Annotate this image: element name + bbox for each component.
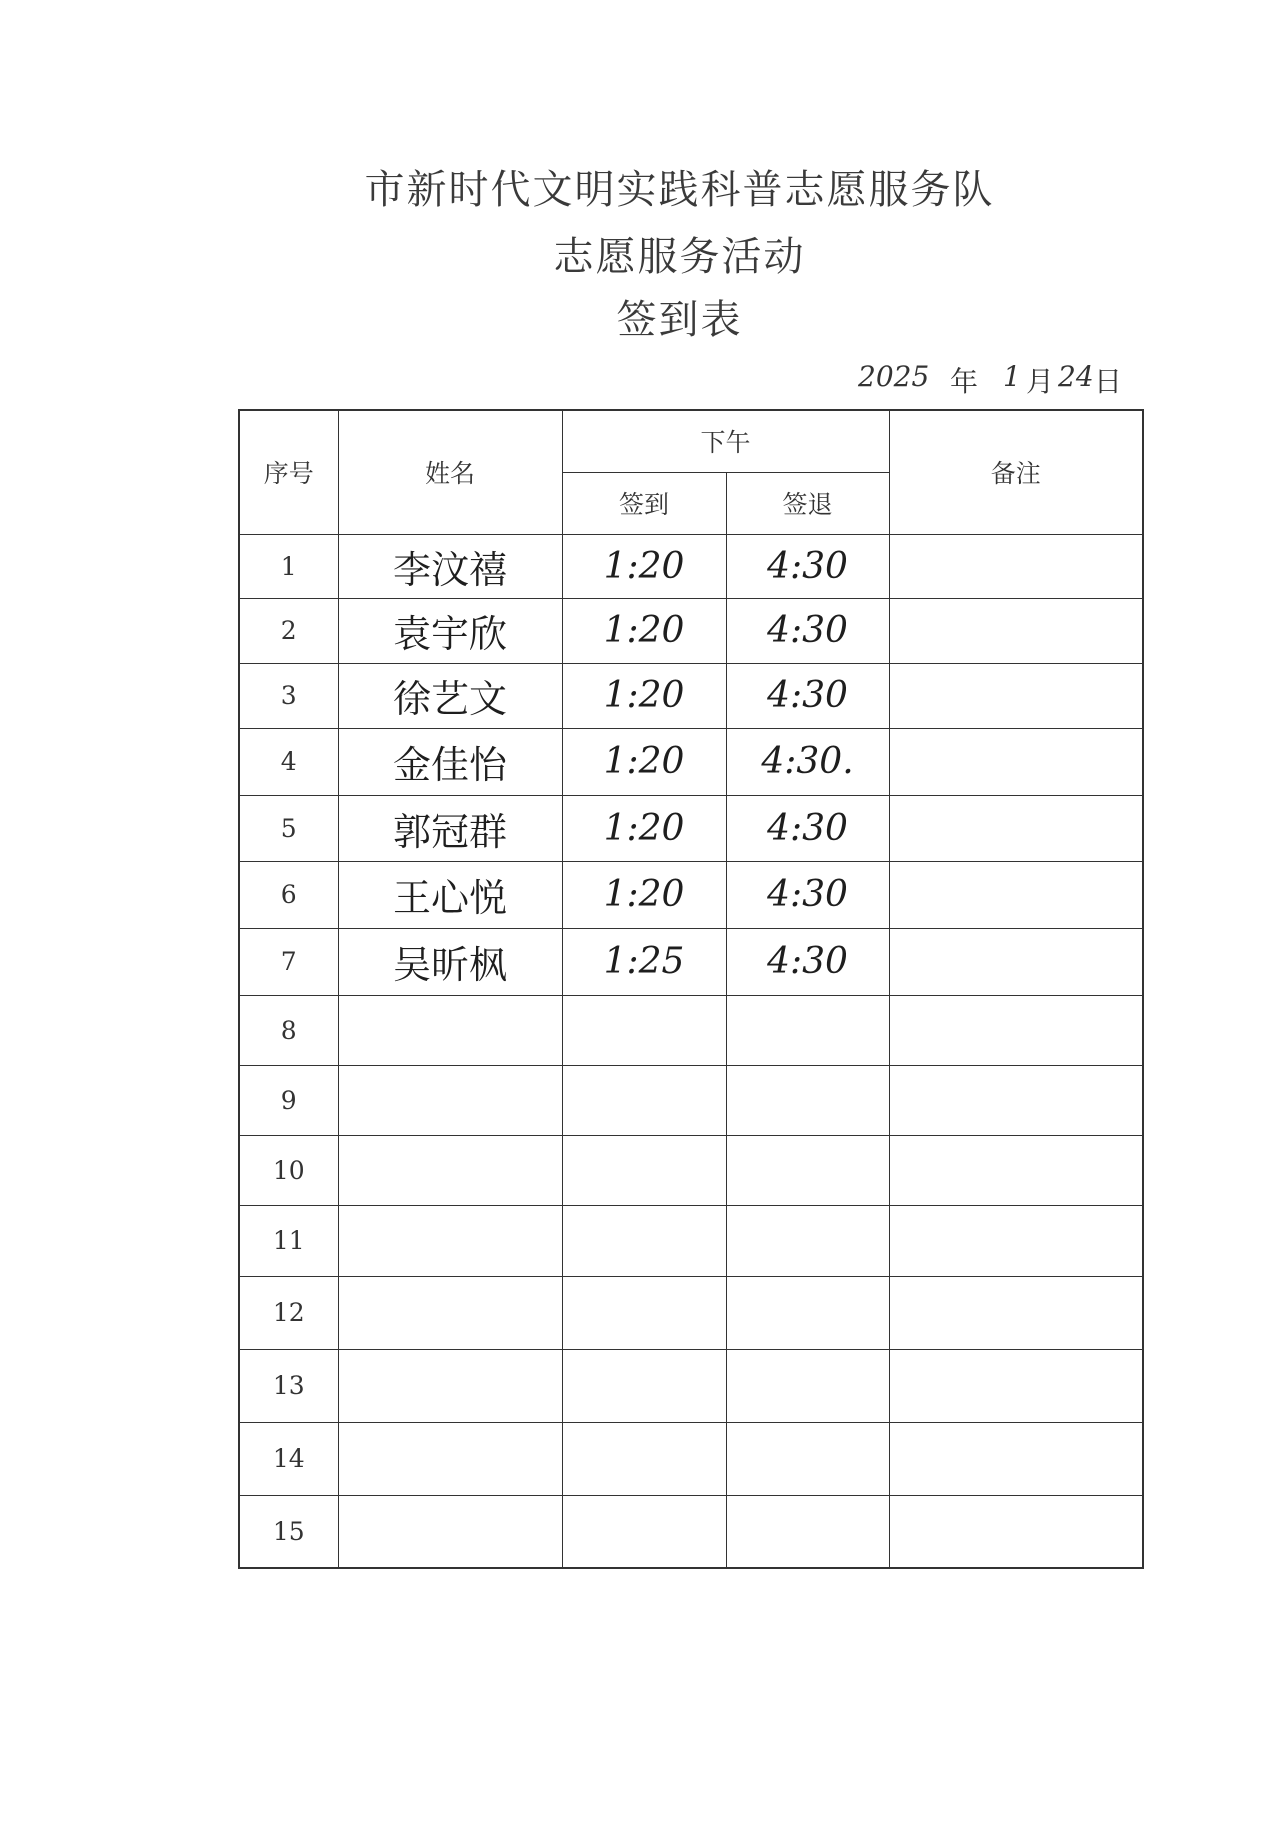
row-number: 5	[239, 795, 338, 861]
row-signout-time: 4:30	[726, 663, 889, 728]
row-name	[338, 1276, 562, 1349]
row-signin-time	[562, 1349, 726, 1422]
date-day: 24	[1058, 360, 1094, 393]
row-signin-time: 1:20	[562, 534, 726, 598]
row-note	[889, 534, 1143, 598]
row-note	[889, 1495, 1143, 1568]
row-name: 吴昕枫	[338, 928, 562, 995]
table-row	[239, 534, 1143, 598]
row-note	[889, 928, 1143, 995]
row-number: 1	[239, 534, 338, 598]
row-signout-time: 4:30	[726, 534, 889, 598]
sheet-title: 市新时代文明实践科普志愿服务队	[364, 167, 995, 213]
row-number: 15	[239, 1495, 338, 1568]
date-year-unit: 年	[950, 365, 979, 398]
row-note	[889, 663, 1143, 728]
row-note	[889, 1065, 1143, 1135]
row-signin-time: 1:25	[562, 928, 726, 995]
row-signout-time	[726, 995, 889, 1065]
row-name: 王心悦	[338, 861, 562, 928]
table-row	[239, 995, 1143, 1065]
table-row	[239, 1276, 1143, 1349]
row-note	[889, 598, 1143, 663]
header-no: 序号	[239, 410, 338, 534]
header-name: 姓名	[338, 410, 562, 534]
row-name: 李汶禧	[338, 534, 562, 598]
row-name	[338, 995, 562, 1065]
table-row	[239, 1205, 1143, 1276]
row-note	[889, 1349, 1143, 1422]
row-signin-time	[562, 1495, 726, 1568]
row-note	[889, 1135, 1143, 1205]
header-period: 下午	[562, 410, 889, 472]
row-name	[338, 1205, 562, 1276]
date-year: 2025	[858, 360, 930, 393]
row-signin-time: 1:20	[562, 728, 726, 795]
date-day-unit: 日	[1094, 365, 1123, 398]
row-signin-time	[562, 1065, 726, 1135]
row-signin-time	[562, 1422, 726, 1495]
sheet-subtitle: 志愿服务活动	[553, 234, 806, 280]
table-row	[239, 1065, 1143, 1135]
row-signin-time	[562, 995, 726, 1065]
row-note	[889, 795, 1143, 861]
row-signin-time	[562, 1205, 726, 1276]
row-signout-time: 4:30.	[726, 728, 889, 795]
row-number: 2	[239, 598, 338, 663]
row-number: 3	[239, 663, 338, 728]
row-signin-time	[562, 1276, 726, 1349]
row-note	[889, 1422, 1143, 1495]
row-number: 13	[239, 1349, 338, 1422]
row-name: 金佳怡	[338, 728, 562, 795]
row-note	[889, 1276, 1143, 1349]
table-row	[239, 928, 1143, 995]
table-row	[239, 1349, 1143, 1422]
signin-table	[238, 409, 1144, 1569]
row-signout-time	[726, 1135, 889, 1205]
row-name: 袁宇欣	[338, 598, 562, 663]
row-signin-time	[562, 1135, 726, 1205]
row-signout-time: 4:30	[726, 598, 889, 663]
row-note	[889, 995, 1143, 1065]
row-signout-time	[726, 1349, 889, 1422]
date-month-unit: 月	[1026, 365, 1055, 398]
row-signout-time	[726, 1422, 889, 1495]
header-note: 备注	[889, 410, 1143, 534]
row-note	[889, 1205, 1143, 1276]
row-note	[889, 861, 1143, 928]
row-signout-time	[726, 1205, 889, 1276]
table-row	[239, 663, 1143, 728]
row-signout-time	[726, 1065, 889, 1135]
row-name	[338, 1135, 562, 1205]
row-number: 12	[239, 1276, 338, 1349]
table-row	[239, 1135, 1143, 1205]
date-month: 1	[1003, 360, 1021, 393]
row-name	[338, 1065, 562, 1135]
table-row	[239, 1422, 1143, 1495]
row-signout-time: 4:30	[726, 795, 889, 861]
table-row	[239, 728, 1143, 795]
header-signout: 签退	[726, 472, 889, 534]
row-number: 14	[239, 1422, 338, 1495]
row-number: 4	[239, 728, 338, 795]
row-number: 9	[239, 1065, 338, 1135]
row-name	[338, 1422, 562, 1495]
row-note	[889, 728, 1143, 795]
table-row	[239, 1495, 1143, 1568]
row-number: 7	[239, 928, 338, 995]
row-signout-time: 4:30	[726, 928, 889, 995]
table-row	[239, 861, 1143, 928]
row-signin-time: 1:20	[562, 663, 726, 728]
row-signin-time: 1:20	[562, 861, 726, 928]
date-line	[858, 360, 1123, 400]
row-signin-time: 1:20	[562, 795, 726, 861]
row-name	[338, 1349, 562, 1422]
row-signout-time	[726, 1276, 889, 1349]
row-name: 徐艺文	[338, 663, 562, 728]
sheet-heading: 签到表	[616, 297, 743, 343]
table-row	[239, 598, 1143, 663]
row-number: 10	[239, 1135, 338, 1205]
row-signout-time: 4:30	[726, 861, 889, 928]
row-number: 11	[239, 1205, 338, 1276]
row-name: 郭冠群	[338, 795, 562, 861]
table-row	[239, 795, 1143, 861]
row-name	[338, 1495, 562, 1568]
row-number: 6	[239, 861, 338, 928]
row-signin-time: 1:20	[562, 598, 726, 663]
row-signout-time	[726, 1495, 889, 1568]
header-signin: 签到	[562, 472, 726, 534]
row-number: 8	[239, 995, 338, 1065]
